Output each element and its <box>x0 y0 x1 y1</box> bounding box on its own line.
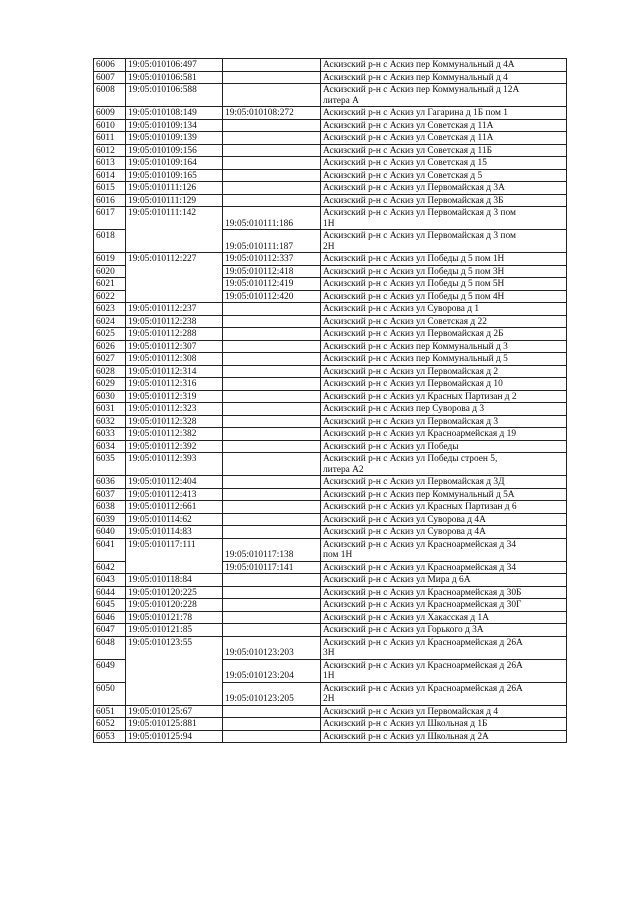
cadastral-number-cell: 19:05:010125:67 <box>126 705 223 718</box>
address-line: 1Н <box>323 218 335 229</box>
address-cell <box>321 390 567 403</box>
cadastral-number-cell: 19:05:010125:881 <box>126 718 223 731</box>
address-line: литера А2 <box>323 464 364 475</box>
premises-number-cell <box>223 718 321 731</box>
table-row <box>94 71 567 84</box>
cadastral-number-cell: 19:05:010112:661 <box>126 501 223 514</box>
address-cell <box>321 207 567 230</box>
table-row <box>94 119 567 132</box>
address-cell <box>321 718 567 731</box>
address-cell <box>321 415 567 428</box>
address-cell <box>321 265 567 278</box>
address-cell <box>321 144 567 157</box>
row-number-cell: 6023 <box>94 303 126 316</box>
address-line: Аскизский р-н с Аскиз ул Победы <box>323 441 459 452</box>
premises-number-cell: 19:05:010123:203 <box>223 636 321 659</box>
premises-number-cell <box>223 611 321 624</box>
table-row <box>94 730 567 743</box>
table-row <box>94 365 567 378</box>
address-cell <box>321 586 567 599</box>
address-line: 1Н <box>323 671 335 681</box>
row-number-cell: 6022 <box>94 290 126 303</box>
address-cell <box>321 378 567 391</box>
address-cell <box>321 71 567 84</box>
address-cell <box>321 488 567 501</box>
premises-number-cell <box>223 169 321 182</box>
row-number-cell: 6021 <box>94 278 126 291</box>
table-row <box>94 207 567 230</box>
register-table-body <box>94 59 567 743</box>
premises-number-cell <box>223 574 321 587</box>
row-number-cell: 6051 <box>94 705 126 718</box>
cadastral-number-cell: 19:05:010112:308 <box>126 353 223 366</box>
row-number-cell: 6013 <box>94 157 126 170</box>
cadastral-number-cell: 19:05:010111:129 <box>126 194 223 207</box>
table-row <box>94 440 567 453</box>
register-table <box>93 58 567 743</box>
premises-number-cell: 19:05:010123:204 <box>223 659 321 682</box>
row-number-cell: 6053 <box>94 730 126 743</box>
row-number-cell: 6018 <box>94 230 126 253</box>
cadastral-number-cell: 19:05:010109:164 <box>126 157 223 170</box>
table-row <box>94 353 567 366</box>
address-cell <box>321 303 567 316</box>
table-row <box>94 315 567 328</box>
table-row <box>94 107 567 120</box>
address-cell <box>321 730 567 743</box>
cadastral-number-cell: 19:05:010112:393 <box>126 453 223 476</box>
premises-number-cell <box>223 315 321 328</box>
row-number-cell: 6049 <box>94 659 126 682</box>
cadastral-number-cell: 19:05:010112:316 <box>126 378 223 391</box>
address-cell <box>321 278 567 291</box>
cadastral-number-cell: 19:05:010106:497 <box>126 59 223 72</box>
premises-number-cell <box>223 730 321 743</box>
row-number-cell: 6016 <box>94 194 126 207</box>
row-number-cell: 6031 <box>94 403 126 416</box>
address-line: Аскизский р-н с Аскиз ул Первомайская д 3Д <box>323 477 505 487</box>
premises-number-cell <box>223 440 321 453</box>
premises-number-cell <box>223 157 321 170</box>
address-cell <box>321 365 567 378</box>
address-cell <box>321 705 567 718</box>
address-line: Аскизский р-н с Аскиз ул Победы д 5 пом 1Н <box>323 254 505 264</box>
cadastral-number-cell: 19:05:010121:78 <box>126 611 223 624</box>
address-cell <box>321 119 567 132</box>
address-cell <box>321 538 567 561</box>
premises-number-cell <box>223 59 321 72</box>
premises-number-cell <box>223 476 321 489</box>
row-number-cell: 6010 <box>94 119 126 132</box>
cadastral-number-cell: 19:05:010117:111 <box>126 538 223 574</box>
address-line: Аскизский р-н с Аскиз ул Красноармейская д 34 <box>323 562 517 573</box>
address-line: Аскизский р-н с Аскиз ул Победы д 5 пом 5Н <box>323 279 505 289</box>
address-line: Аскизский р-н с Аскиз ул Первомайская д 4 <box>323 706 499 717</box>
row-number-cell: 6020 <box>94 265 126 278</box>
premises-number-cell <box>223 586 321 599</box>
table-row <box>94 453 567 476</box>
address-cell <box>321 230 567 253</box>
address-cell <box>321 290 567 303</box>
premises-number-cell: 19:05:010112:420 <box>223 290 321 303</box>
table-row <box>94 718 567 731</box>
premises-number-cell <box>223 144 321 157</box>
row-number-cell: 6036 <box>94 476 126 489</box>
table-row <box>94 705 567 718</box>
address-line: Аскизский р-н с Аскиз пер Коммунальный д 5 <box>323 354 508 364</box>
cadastral-number-cell: 19:05:010112:392 <box>126 440 223 453</box>
address-cell <box>321 428 567 441</box>
row-number-cell: 6040 <box>94 526 126 539</box>
row-number-cell: 6006 <box>94 59 126 72</box>
premises-number-cell <box>223 526 321 539</box>
premises-number-cell <box>223 353 321 366</box>
address-cell <box>321 315 567 328</box>
address-cell <box>321 561 567 574</box>
premises-number-cell <box>223 403 321 416</box>
table-row <box>94 169 567 182</box>
address-cell <box>321 328 567 341</box>
table-row <box>94 586 567 599</box>
address-line: Аскизский р-н с Аскиз ул Первомайская д 3А <box>323 183 505 193</box>
address-line: Аскизский р-н с Аскиз ул Мира д 6А <box>323 575 471 585</box>
address-cell <box>321 84 567 107</box>
address-line: Аскизский р-н с Аскиз ул Суворова д 4А <box>323 527 486 537</box>
cadastral-number-cell: 19:05:010112:237 <box>126 303 223 316</box>
row-number-cell: 6037 <box>94 488 126 501</box>
address-line: Аскизский р-н с Аскиз ул Красноармейская д 19 <box>323 429 517 439</box>
cadastral-number-cell: 19:05:010114:62 <box>126 513 223 526</box>
row-number-cell: 6034 <box>94 440 126 453</box>
premises-number-cell <box>223 132 321 145</box>
table-row <box>94 624 567 637</box>
row-number-cell: 6019 <box>94 253 126 266</box>
table-row <box>94 415 567 428</box>
premises-number-cell <box>223 453 321 476</box>
cadastral-number-cell: 19:05:010112:307 <box>126 340 223 353</box>
cadastral-number-cell: 19:05:010112:413 <box>126 488 223 501</box>
table-row <box>94 513 567 526</box>
address-line: Аскизский р-н с Аскиз ул Суворова д 4А <box>323 514 486 525</box>
cadastral-number-cell: 19:05:010112:288 <box>126 328 223 341</box>
cadastral-number-cell: 19:05:010112:227 <box>126 253 223 303</box>
address-line: Аскизский р-н с Аскиз ул Гагарина д 1Б пом 1 <box>323 108 508 118</box>
row-number-cell: 6032 <box>94 415 126 428</box>
address-cell <box>321 682 567 705</box>
cadastral-number-cell: 19:05:010125:94 <box>126 730 223 743</box>
cadastral-number-cell: 19:05:010108:149 <box>126 107 223 120</box>
premises-number-cell <box>223 501 321 514</box>
address-line: Аскизский р-н с Аскиз ул Суворова д 1 <box>323 304 480 314</box>
premises-number-cell: 19:05:010123:205 <box>223 682 321 705</box>
address-line: Аскизский р-н с Аскиз пер Коммунальный д 5А <box>323 489 515 500</box>
address-line: Аскизский р-н с Аскиз ул Победы д 5 пом 3Н <box>323 266 505 277</box>
table-row <box>94 611 567 624</box>
address-cell <box>321 340 567 353</box>
row-number-cell: 6047 <box>94 624 126 637</box>
row-number-cell: 6027 <box>94 353 126 366</box>
row-number-cell: 6008 <box>94 84 126 107</box>
row-number-cell: 6041 <box>94 538 126 561</box>
table-row <box>94 428 567 441</box>
table-row <box>94 501 567 514</box>
address-line: Аскизский р-н с Аскиз ул Первомайская д 2 <box>323 366 499 377</box>
table-row <box>94 574 567 587</box>
address-line: Аскизский р-н с Аскиз пер Коммунальный д 3 <box>323 341 508 352</box>
table-row <box>94 132 567 145</box>
premises-number-cell <box>223 182 321 195</box>
address-cell <box>321 611 567 624</box>
address-line: Аскизский р-н с Аскиз ул Красноармейская д 26А <box>323 637 523 648</box>
address-line: литера А <box>323 95 359 106</box>
premises-number-cell: 19:05:010111:187 <box>223 230 321 253</box>
row-number-cell: 6046 <box>94 611 126 624</box>
row-number-cell: 6017 <box>94 207 126 230</box>
row-number-cell: 6052 <box>94 718 126 731</box>
cadastral-number-cell: 19:05:010106:588 <box>126 84 223 107</box>
address-cell <box>321 182 567 195</box>
cadastral-number-cell: 19:05:010121:85 <box>126 624 223 637</box>
cadastral-number-cell: 19:05:010112:319 <box>126 390 223 403</box>
row-number-cell: 6030 <box>94 390 126 403</box>
table-row <box>94 390 567 403</box>
table-row <box>94 538 567 561</box>
cadastral-number-cell: 19:05:010109:156 <box>126 144 223 157</box>
address-cell <box>321 440 567 453</box>
premises-number-cell <box>223 328 321 341</box>
address-line: Аскизский р-н с Аскиз пер Суворова д 3 <box>323 404 485 414</box>
cadastral-number-cell: 19:05:010112:323 <box>126 403 223 416</box>
cadastral-number-cell: 19:05:010109:165 <box>126 169 223 182</box>
table-row <box>94 526 567 539</box>
cadastral-number-cell: 19:05:010123:55 <box>126 636 223 705</box>
row-number-cell: 6024 <box>94 315 126 328</box>
table-row <box>94 378 567 391</box>
address-cell <box>321 526 567 539</box>
row-number-cell: 6042 <box>94 561 126 574</box>
premises-number-cell <box>223 119 321 132</box>
table-row <box>94 182 567 195</box>
cadastral-number-cell: 19:05:010114:83 <box>126 526 223 539</box>
row-number-cell: 6050 <box>94 682 126 705</box>
address-line: Аскизский р-н с Аскиз ул Красноармейская д 30Г <box>323 600 522 610</box>
row-number-cell: 6029 <box>94 378 126 391</box>
row-number-cell: 6043 <box>94 574 126 587</box>
premises-number-cell <box>223 705 321 718</box>
address-line: 3Н <box>323 648 335 658</box>
address-line: Аскизский р-н с Аскиз ул Горького д 3А <box>323 625 484 635</box>
cadastral-number-cell: 19:05:010112:238 <box>126 315 223 328</box>
address-cell <box>321 403 567 416</box>
address-line: Аскизский р-н с Аскиз ул Красноармейская д 34 <box>323 539 517 550</box>
address-cell <box>321 157 567 170</box>
address-cell <box>321 453 567 476</box>
row-number-cell: 6012 <box>94 144 126 157</box>
table-row <box>94 488 567 501</box>
address-line: Аскизский р-н с Аскиз ул Школьная д 1Б <box>323 719 488 729</box>
premises-number-cell <box>223 340 321 353</box>
address-line: Аскизский р-н с Аскиз ул Советская д 11А <box>323 120 494 131</box>
table-row <box>94 194 567 207</box>
table-row <box>94 636 567 659</box>
cadastral-number-cell: 19:05:010120:228 <box>126 599 223 612</box>
address-line: Аскизский р-н с Аскиз ул Победы строен 5, <box>323 454 498 464</box>
address-cell <box>321 107 567 120</box>
address-line: Аскизский р-н с Аскиз ул Советская д 15 <box>323 158 487 168</box>
table-row <box>94 59 567 72</box>
cadastral-number-cell: 19:05:010112:328 <box>126 415 223 428</box>
address-line: Аскизский р-н с Аскиз ул Советская д 11А <box>323 133 494 143</box>
table-row <box>94 157 567 170</box>
cadastral-number-cell: 19:05:010112:314 <box>126 365 223 378</box>
address-line: Аскизский р-н с Аскиз пер Коммунальный д 4 <box>323 72 508 83</box>
cadastral-number-cell: 19:05:010112:382 <box>126 428 223 441</box>
address-line: Аскизский р-н с Аскиз ул Школьная д 2А <box>323 731 489 742</box>
row-number-cell: 6035 <box>94 453 126 476</box>
premises-number-cell <box>223 84 321 107</box>
row-number-cell: 6033 <box>94 428 126 441</box>
address-line: 2Н <box>323 241 335 252</box>
premises-number-cell <box>223 488 321 501</box>
address-line: Аскизский р-н с Аскиз ул Красноармейская д 26А <box>323 683 523 694</box>
address-line: Аскизский р-н с Аскиз ул Первомайская д 3 пом <box>323 208 516 218</box>
cadastral-number-cell: 19:05:010111:126 <box>126 182 223 195</box>
row-number-cell: 6014 <box>94 169 126 182</box>
premises-number-cell <box>223 303 321 316</box>
address-line: Аскизский р-н с Аскиз ул Победы д 5 пом 4Н <box>323 291 505 302</box>
premises-number-cell: 19:05:010112:419 <box>223 278 321 291</box>
row-number-cell: 6048 <box>94 636 126 659</box>
address-line: Аскизский р-н с Аскиз ул Хакасская д 1А <box>323 612 489 623</box>
premises-number-cell <box>223 365 321 378</box>
address-line: пом 1Н <box>323 550 353 560</box>
address-cell <box>321 624 567 637</box>
address-cell <box>321 599 567 612</box>
address-cell <box>321 501 567 514</box>
premises-number-cell: 19:05:010111:186 <box>223 207 321 230</box>
table-row <box>94 328 567 341</box>
address-line: 2Н <box>323 694 335 704</box>
address-line: Аскизский р-н с Аскиз ул Советская д 22 <box>323 316 487 327</box>
premises-number-cell: 19:05:010112:337 <box>223 253 321 266</box>
premises-number-cell <box>223 513 321 526</box>
address-cell <box>321 574 567 587</box>
premises-number-cell <box>223 378 321 391</box>
premises-number-cell <box>223 624 321 637</box>
address-line: Аскизский р-н с Аскиз пер Коммунальный д 12А <box>323 85 520 95</box>
table-row <box>94 599 567 612</box>
cadastral-number-cell: 19:05:010120:225 <box>126 586 223 599</box>
cadastral-number-cell: 19:05:010109:134 <box>126 119 223 132</box>
address-cell <box>321 636 567 659</box>
premises-number-cell <box>223 71 321 84</box>
premises-number-cell: 19:05:010108:272 <box>223 107 321 120</box>
table-row <box>94 340 567 353</box>
row-number-cell: 6038 <box>94 501 126 514</box>
address-cell <box>321 59 567 72</box>
row-number-cell: 6009 <box>94 107 126 120</box>
cadastral-number-cell: 19:05:010111:142 <box>126 207 223 253</box>
premises-number-cell <box>223 599 321 612</box>
row-number-cell: 6015 <box>94 182 126 195</box>
cadastral-number-cell: 19:05:010118:84 <box>126 574 223 587</box>
premises-number-cell <box>223 415 321 428</box>
address-line: Аскизский р-н с Аскиз ул Красноармейская д 30Б <box>323 587 522 598</box>
address-line: Аскизский р-н с Аскиз ул Первомайская д 10 <box>323 379 503 389</box>
address-cell <box>321 253 567 266</box>
address-cell <box>321 659 567 682</box>
address-line: Аскизский р-н с Аскиз ул Первомайская д 3 пом <box>323 231 516 241</box>
address-line: Аскизский р-н с Аскиз ул Первомайская д 2Б <box>323 329 504 339</box>
row-number-cell: 6011 <box>94 132 126 145</box>
row-number-cell: 6025 <box>94 328 126 341</box>
row-number-cell: 6007 <box>94 71 126 84</box>
premises-number-cell: 19:05:010117:141 <box>223 561 321 574</box>
address-cell <box>321 476 567 489</box>
table-row <box>94 144 567 157</box>
table-row <box>94 253 567 266</box>
address-line: Аскизский р-н с Аскиз ул Советская д 5 <box>323 170 483 181</box>
address-line: Аскизский р-н с Аскиз ул Красных Партизан д 2 <box>323 391 517 402</box>
address-cell <box>321 353 567 366</box>
premises-number-cell: 19:05:010117:138 <box>223 538 321 561</box>
cadastral-number-cell: 19:05:010109:139 <box>126 132 223 145</box>
table-row <box>94 403 567 416</box>
premises-number-cell <box>223 194 321 207</box>
row-number-cell: 6044 <box>94 586 126 599</box>
address-line: Аскизский р-н с Аскиз ул Первомайская д 3Б <box>323 195 504 206</box>
address-line: Аскизский р-н с Аскиз ул Первомайская д 3 <box>323 416 499 427</box>
cadastral-number-cell: 19:05:010112:404 <box>126 476 223 489</box>
address-cell <box>321 169 567 182</box>
row-number-cell: 6026 <box>94 340 126 353</box>
address-line: Аскизский р-н с Аскиз ул Красноармейская д 26А <box>323 660 523 671</box>
cadastral-number-cell: 19:05:010106:581 <box>126 71 223 84</box>
premises-number-cell <box>223 390 321 403</box>
address-line: Аскизский р-н с Аскиз пер Коммунальный д 4А <box>323 60 515 70</box>
table-row <box>94 476 567 489</box>
address-line: Аскизский р-н с Аскиз ул Красных Партизан д 6 <box>323 502 517 512</box>
premises-number-cell <box>223 428 321 441</box>
premises-number-cell: 19:05:010112:418 <box>223 265 321 278</box>
row-number-cell: 6028 <box>94 365 126 378</box>
address-cell <box>321 132 567 145</box>
table-row <box>94 84 567 107</box>
address-cell <box>321 194 567 207</box>
row-number-cell: 6045 <box>94 599 126 612</box>
row-number-cell: 6039 <box>94 513 126 526</box>
address-cell <box>321 513 567 526</box>
address-line: Аскизский р-н с Аскиз ул Советская д 11Б <box>323 145 492 156</box>
table-row <box>94 303 567 316</box>
